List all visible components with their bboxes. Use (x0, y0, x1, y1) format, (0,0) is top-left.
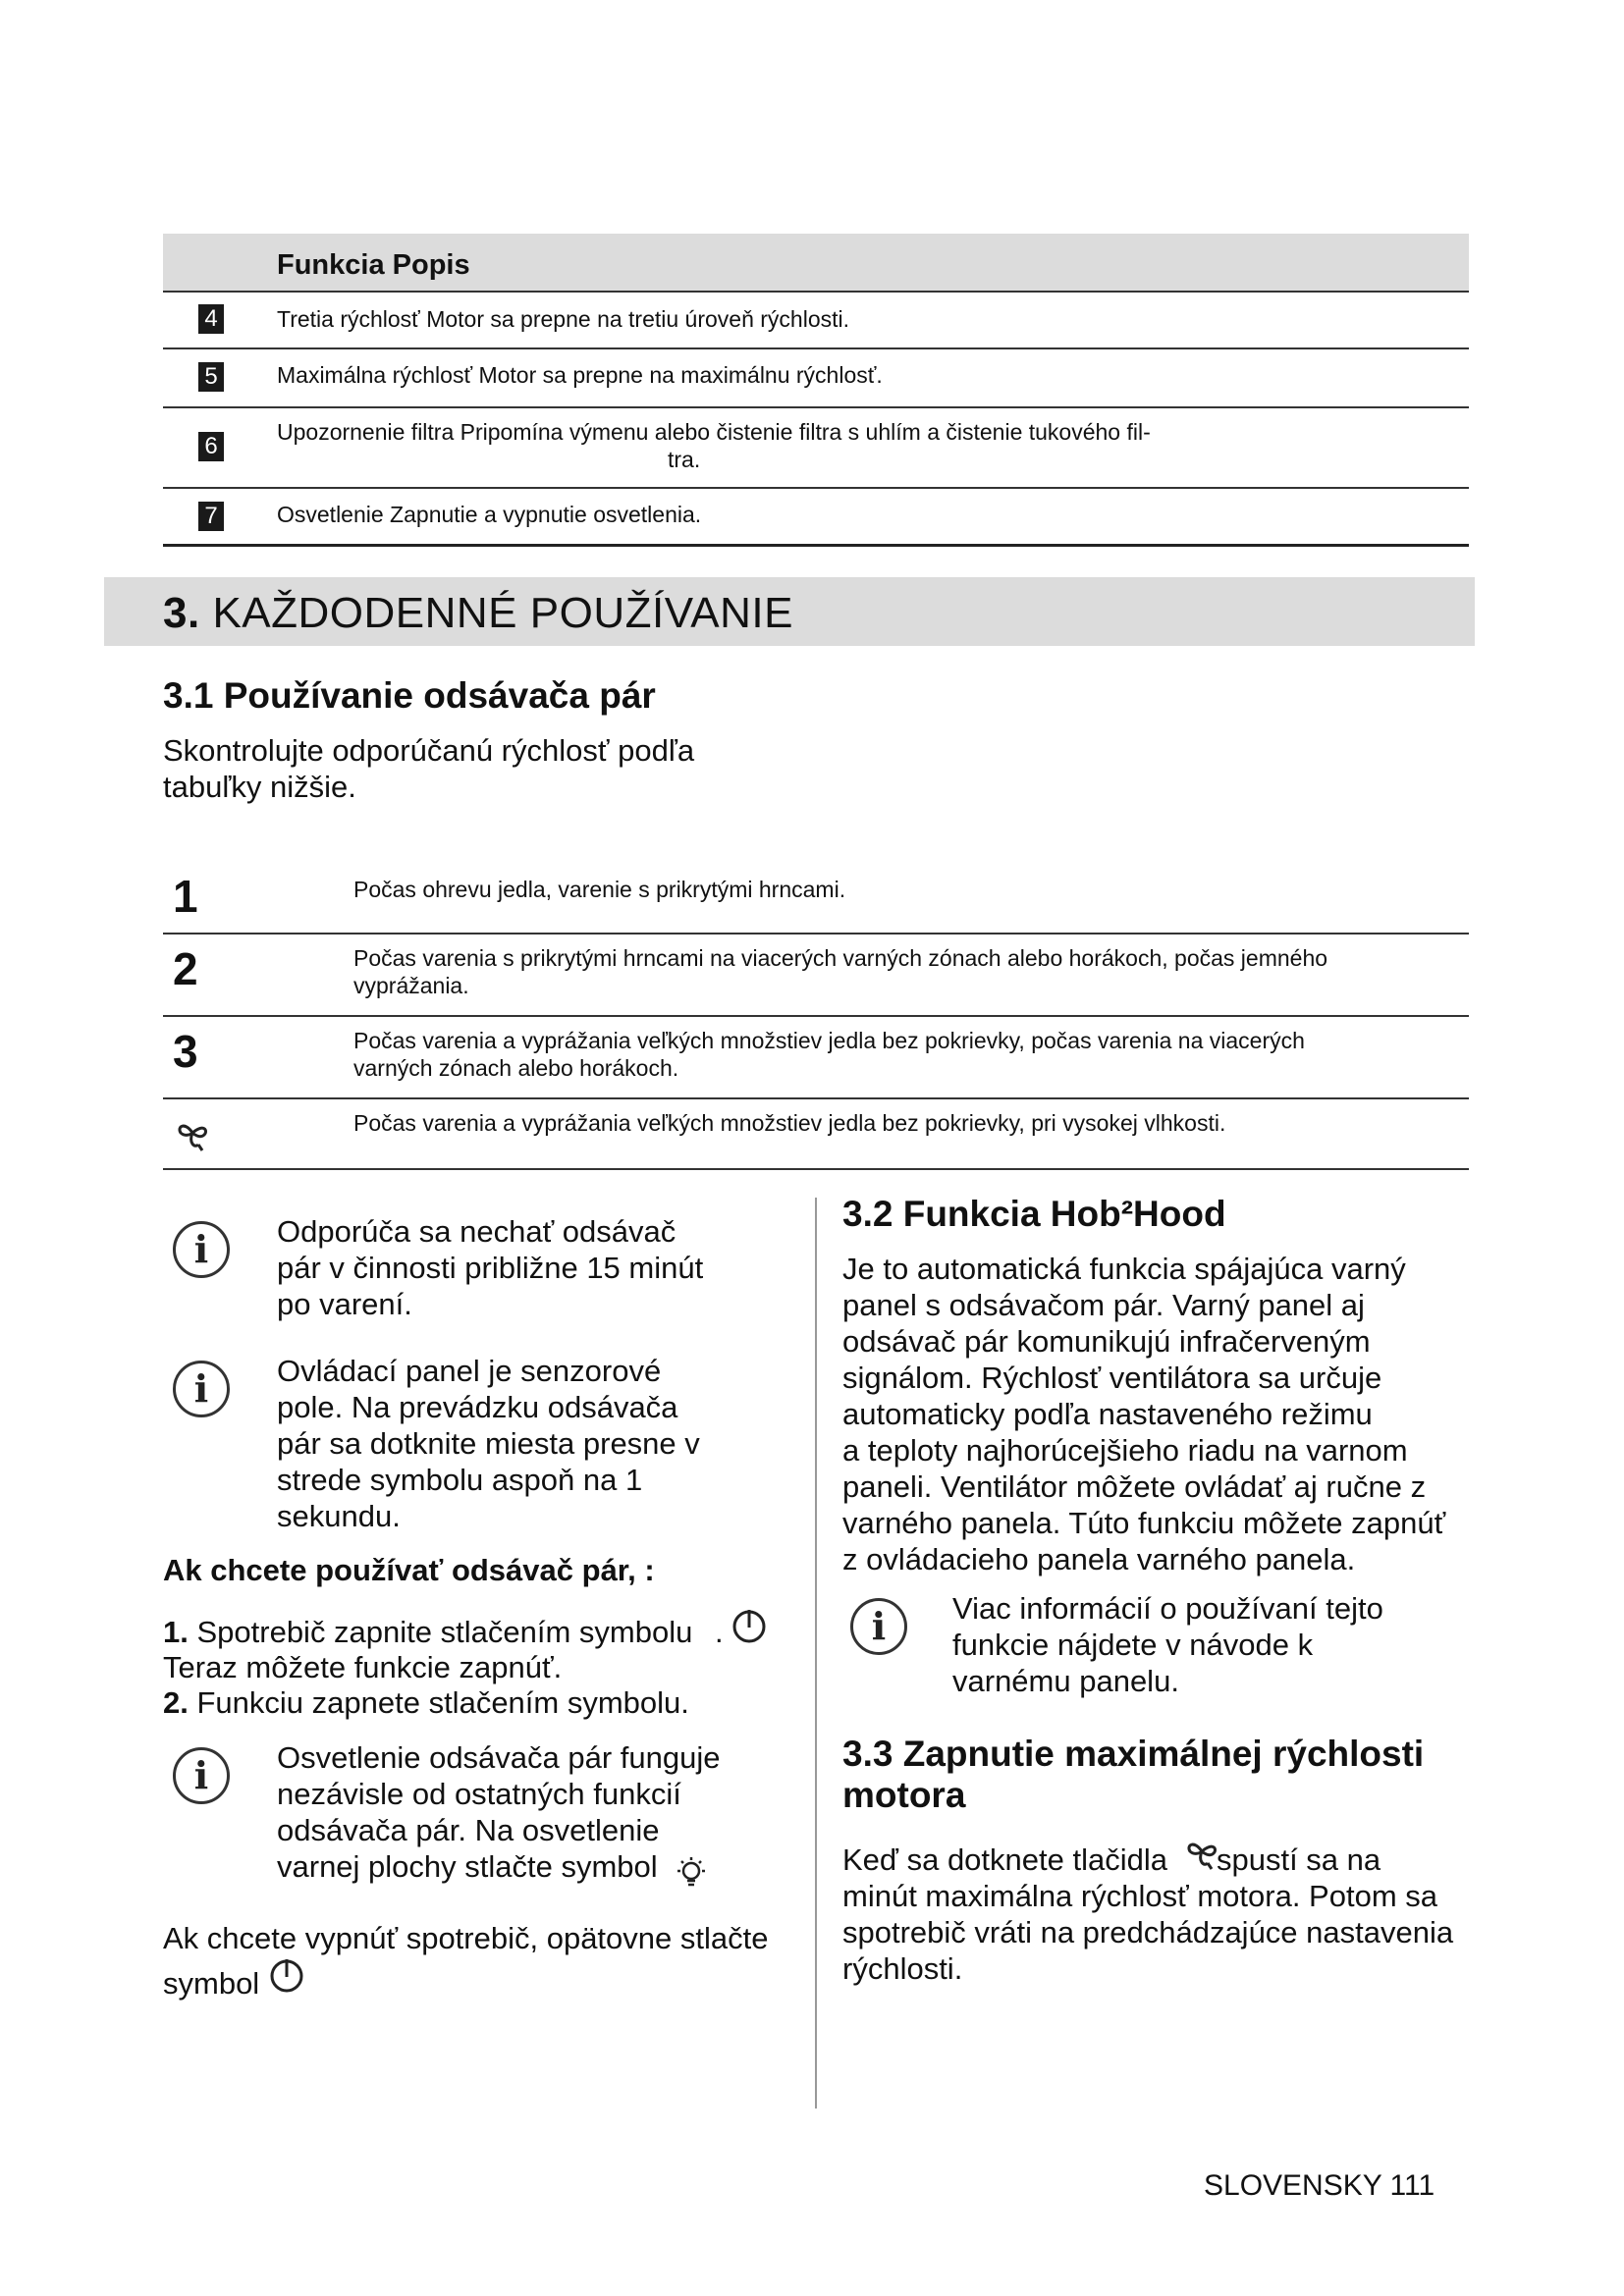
speed-level: 2 (173, 943, 198, 994)
info-line: Odporúča sa nechať odsávač (277, 1214, 677, 1249)
speed-level: 3 (173, 1026, 198, 1077)
row-number-badge: 5 (198, 362, 224, 392)
info-line: pár sa dotknite miesta presne v (277, 1426, 700, 1461)
paragraph-line: Je to automatická funkcia spájajúca varný (842, 1252, 1406, 1286)
step-text: Funkciu zapnete stlačením symbolu. (196, 1685, 689, 1720)
row-number-badge: 7 (198, 502, 224, 531)
step-number: 2. (163, 1685, 189, 1720)
paragraph-line: rýchlosti. (842, 1951, 963, 1986)
page-footer: SLOVENSKY 111 (1204, 2169, 1435, 2202)
paragraph-line: panel s odsávačom pár. Varný panel aj (842, 1288, 1365, 1322)
light-bulb-icon (672, 1855, 711, 1895)
step-1 (163, 1614, 724, 1650)
paragraph-line: odsávač pár komunikujú infračerveným (842, 1324, 1371, 1359)
info-line: odsávača pár. Na osvetlenie (277, 1813, 660, 1847)
heading-3-3 (842, 1734, 1424, 1816)
paragraph-line: signálom. Rýchlosť ventilátora sa určuje (842, 1361, 1382, 1395)
info-icon: i (173, 1361, 230, 1417)
speed-row (163, 933, 1469, 1015)
info-line: pár v činnosti približne 15 minút (277, 1251, 704, 1285)
row-number-badge: 4 (198, 304, 224, 334)
table-bottom-rule (163, 1168, 1469, 1170)
info-icon: i (173, 1747, 230, 1804)
speed-row (163, 856, 1469, 933)
column-divider (815, 1198, 817, 2109)
function-table-header-label: Funkcia Popis (277, 249, 470, 281)
section-title: KAŽDODENNÉ POUŽÍVANIE (212, 589, 793, 637)
info-line: varnému panelu. (952, 1664, 1179, 1698)
intro-line: Skontrolujte odporúčanú rýchlosť podľa (163, 733, 695, 768)
speed-text: Počas varenia a vyprážania veľkých množstiev jedla bez pokrievky, počas varenia na viacerých (353, 1028, 1305, 1053)
step-text: Spotrebič zapnite stlačením symbolu (196, 1615, 693, 1649)
info-line: Osvetlenie odsávača pár funguje (277, 1740, 721, 1775)
info-text (277, 1739, 721, 1885)
paragraph-3-3 (842, 1842, 1453, 1987)
speed-text: Počas ohrevu jedla, varenie s prikrytými hrncami. (353, 877, 846, 902)
paragraph-line: minút maximálna rýchlosť motora. Potom sa (842, 1879, 1437, 1913)
info-text (952, 1590, 1383, 1699)
intro-line: tabuľky nižšie. (163, 770, 356, 804)
info-line: strede symbolu aspoň na 1 (277, 1463, 643, 1497)
speed-table (163, 856, 1469, 1170)
function-table (163, 234, 1469, 547)
table-row (163, 291, 1469, 347)
turn-off-line: Ak chcete vypnúť spotrebič, opätovne stlačte (163, 1921, 769, 1955)
speed-text: Počas varenia s prikrytými hrncami na viacerých varných zónach alebo horákoch, počas jemného (353, 945, 1328, 971)
step-2 (163, 1684, 689, 1721)
paragraph-3-2 (842, 1251, 1445, 1577)
paragraph-line: varného panela. Túto funkciu môžete zapnúť (842, 1506, 1446, 1540)
step-number: 1. (163, 1615, 189, 1649)
table-row (163, 406, 1469, 487)
paragraph-line: a teploty najhorúcejšieho riadu na varnom (842, 1433, 1408, 1468)
table-row (163, 487, 1469, 544)
row-text: Osvetlenie Zapnutie a vypnutie osvetlenia. (277, 502, 702, 527)
row-text: Tretia rýchlosť Motor sa prepne na tretiu úroveň rýchlosti. (277, 306, 850, 332)
speed-text: Počas varenia a vyprážania veľkých množstiev jedla bez pokrievky, pri vysokej vlhkosti. (353, 1110, 1226, 1136)
heading-3-2: 3.2 Funkcia Hob²Hood (842, 1194, 1226, 1234)
paragraph-line: automaticky podľa nastaveného režimu (842, 1397, 1373, 1431)
speed-row (163, 1015, 1469, 1097)
power-icon (730, 1606, 769, 1645)
info-icon: i (850, 1598, 907, 1655)
paragraph-line: paneli. Ventilátor môžete ovládať aj ručne z (842, 1469, 1427, 1504)
info-line: Ovládací panel je senzorové (277, 1354, 662, 1388)
info-line: Viac informácií o používaní tejto (952, 1591, 1383, 1626)
function-table-header (163, 234, 1469, 291)
info-line: pole. Na prevádzku odsávača (277, 1390, 678, 1424)
info-line: nezávisle od ostatných funkcií (277, 1777, 681, 1811)
info-icon: i (173, 1221, 230, 1278)
paragraph-line: Keď sa dotknete tlačidla spustí sa na (842, 1842, 1381, 1877)
info-line: funkcie nájdete v návode k (952, 1628, 1314, 1662)
speed-text: vyprážania. (353, 973, 469, 998)
heading-line: motora (842, 1775, 966, 1815)
heading-3-1: 3.1 Používanie odsávača pár (163, 675, 656, 716)
table-bottom-rule (163, 544, 1469, 547)
fan-boost-icon (1182, 1832, 1221, 1871)
info-line: po varení. (277, 1287, 412, 1321)
fan-boost-icon (173, 1113, 212, 1152)
speed-text: varných zónach alebo horákoch. (353, 1055, 679, 1081)
paragraph-line: z ovládacieho panela varného panela. (842, 1542, 1356, 1576)
step-text-suffix: . (714, 1615, 724, 1649)
info-line: varnej plochy stlačte symbol (277, 1849, 658, 1884)
row-text-continued: tra. (668, 447, 701, 472)
info-text (277, 1353, 700, 1534)
step-1-line-2: Teraz môžete funkcie zapnúť. (163, 1650, 563, 1684)
heading-line: 3.3 Zapnutie maximálnej rýchlosti (842, 1734, 1425, 1774)
turn-off-line: symbol (163, 1966, 260, 2001)
subheading: Ak chcete používať odsávač pár, : (163, 1553, 655, 1587)
power-icon (267, 1955, 306, 1995)
row-number-badge: 6 (198, 432, 224, 461)
speed-row (163, 1097, 1469, 1168)
table-row (163, 347, 1469, 406)
paragraph-line: spotrebič vráti na predchádzajúce nastavenia (842, 1915, 1454, 1949)
info-text (277, 1213, 703, 1322)
row-text: Maximálna rýchlosť Motor sa prepne na maximálnu rýchlosť. (277, 362, 883, 388)
section-heading (104, 577, 1475, 646)
info-line: sekundu. (277, 1499, 401, 1533)
section-number: 3. (163, 589, 200, 637)
row-text: Upozornenie filtra Pripomína výmenu alebo čistenie filtra s uhlím a čistenie tukového fil- (277, 419, 1151, 445)
speed-level: 1 (173, 871, 198, 922)
